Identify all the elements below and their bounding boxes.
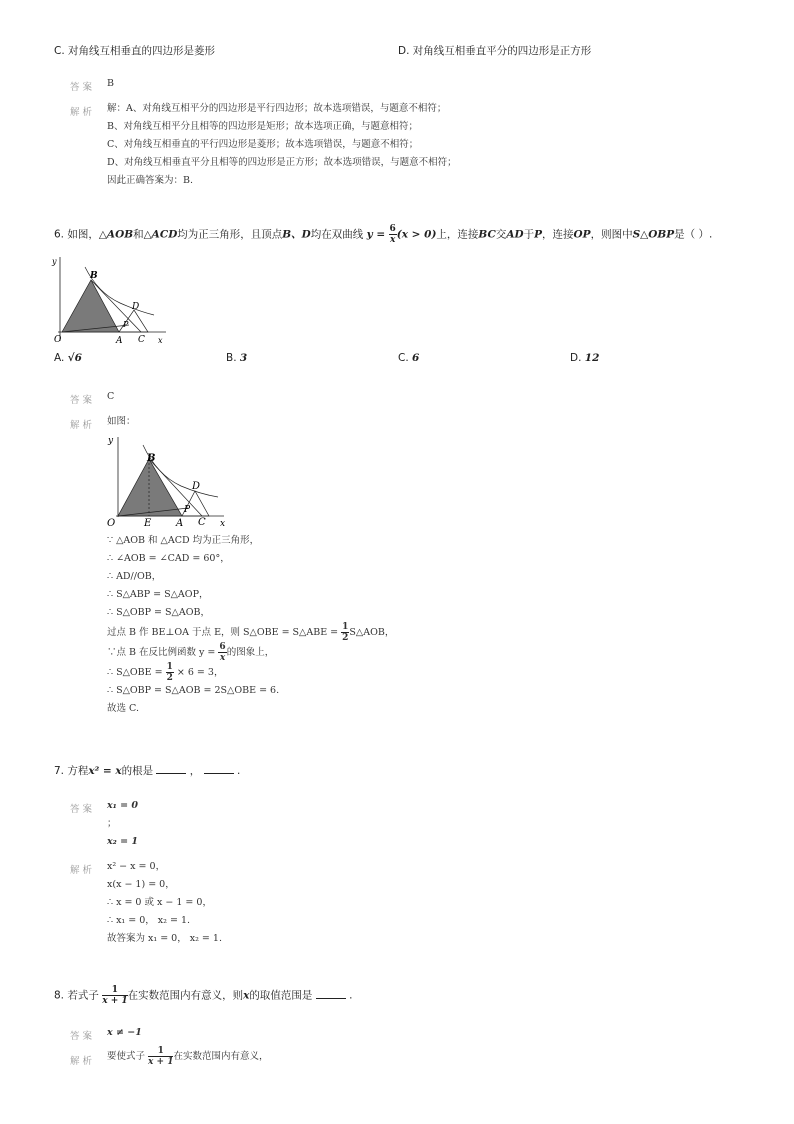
fig2-label-a: A [176, 518, 184, 529]
q6-step: ∴ S△ABP = S△AOP， [107, 589, 209, 600]
fig2-label-x: x [220, 519, 226, 529]
q8-answer-tag: 答案 [70, 1031, 96, 1042]
fig1-label-b: B [90, 271, 98, 281]
q8-analysis: 要使式子 $\frac{1}{x + 1}$ 在实数范围内有意义， [107, 1046, 269, 1067]
q7-blank-2[interactable] [204, 764, 234, 774]
fig2-label-b: B [147, 453, 156, 464]
q5-analysis-tag: 解析 [70, 107, 96, 118]
q6-step: 过点 B 作 BE⊥OA 于点 E，则 S△OBE = S△ABE = $\frac{1}{2}$ S△AOB， [107, 622, 395, 643]
q6-step: ∴ S△OBP = S△AOB， [107, 607, 210, 618]
q6-option-b: B. 3 [226, 352, 248, 364]
q6-function-fraction: $\frac{6}{x}$ [389, 224, 396, 245]
q7-step: ∴ x₁ = 0， x₂ = 1. [107, 915, 191, 926]
q6-step: ∴ ∠AOB = ∠CAD = 60°， [107, 553, 230, 564]
fig1-label-o: O [54, 335, 62, 345]
fig1-label-p: P [123, 320, 129, 329]
q8-stem: 8. 若式子 $\frac{1}{x + 1}$ 在实数范围内有意义，则x的取值范围是 . [54, 985, 353, 1006]
q8-fraction: $\frac{1}{x + 1}$ [102, 985, 128, 1006]
q5-answer: B [107, 78, 114, 89]
q6-step: ∵ △AOB 和 △ACD 均为正三角形， [107, 535, 260, 546]
q5-analysis-line: D、对角线互相垂直平分且相等的四边形是正方形；故本选项错误，与题意不相符； [107, 157, 457, 168]
q6-stem: 6. 如图，△AOB和△ACD均为正三角形，且顶点B、D均在双曲线 y = $\frac{6}{x}$ (x > 0)上，连接BC交AD于P，连接OP，则图中S△OBP是（ ）. [54, 224, 713, 245]
q6-solution-figure [102, 431, 232, 531]
fig2-label-e: E [144, 518, 152, 529]
q7-analysis-tag: 解析 [70, 865, 96, 876]
fig2-label-d: D [192, 481, 201, 492]
fig1-label-c: C [138, 335, 145, 345]
q8-blank[interactable] [316, 989, 346, 999]
q7-step: x² − x = 0， [107, 861, 166, 872]
q6-analysis-steps [107, 532, 394, 718]
q6-answer: C [107, 391, 115, 402]
q5-analysis [107, 100, 457, 190]
q7-analysis [107, 858, 222, 948]
q6-step: 故选 C. [107, 703, 139, 714]
q5-analysis-line: 解：A、对角线互相平分的四边形是平行四边形；故本选项错误，与题意不相符； [107, 103, 447, 114]
q7-step: ∴ x = 0 或 x − 1 = 0， [107, 897, 212, 908]
q5-option-c: C. 对角线互相垂直的四边形是菱形 [54, 45, 216, 57]
q7-stem: 7. 方程x² = x的根是 ， . [54, 765, 241, 777]
q6-option-d: D. 12 [570, 352, 600, 364]
q5-option-d: D. 对角线互相垂直平分的四边形是正方形 [398, 45, 592, 57]
q8-answer: x ≠ −1 [107, 1027, 142, 1038]
q6-figure [50, 253, 170, 345]
q5-analysis-line: C、对角线互相垂直的平行四边形是菱形；故本选项错误，与题意不相符； [107, 139, 419, 150]
fig2-label-c: C [198, 517, 206, 528]
fig1-label-a: A [116, 336, 123, 345]
q6-option-a: A. √6 [54, 352, 82, 364]
q6-answer-tag: 答案 [70, 395, 96, 406]
q7-step: 故答案为 x₁ = 0， x₂ = 1. [107, 933, 222, 944]
fig1-label-x: x [158, 336, 163, 345]
q6-step: ∴ S△OBP = S△AOB = 2S△OBE = 6. [107, 685, 280, 696]
q6-step: ∵点 B 在反比例函数 y = $\frac{6}{x}$ 的图象上， [107, 642, 275, 663]
q7-answer: x₁ = 0 ； x₂ = 1 [107, 800, 139, 847]
q6-option-c: C. 6 [398, 352, 420, 364]
q5-analysis-line: B、对角线互相平分且相等的四边形是矩形；故本选项正确，与题意相符； [107, 121, 418, 132]
q5-analysis-line: 因此正确答案为：B. [107, 175, 194, 186]
fig1-label-y: y [52, 257, 57, 266]
fig2-label-p: P [184, 505, 191, 515]
q5-answer-tag: 答案 [70, 82, 96, 93]
q8-analysis-tag: 解析 [70, 1056, 96, 1067]
q6-step: ∴ S△OBE = $\frac{1}{2}$ × 6 = 3， [107, 662, 224, 683]
q7-blank-1[interactable] [156, 764, 186, 774]
q6-analysis-tag: 解析 [70, 420, 96, 431]
fig1-label-d: D [132, 302, 140, 312]
q6-analysis-intro: 如图： [107, 416, 136, 427]
fig2-label-o: O [107, 518, 116, 529]
q6-step: ∴ AD//OB， [107, 571, 162, 582]
q7-answer-tag: 答案 [70, 804, 96, 815]
q7-step: x(x − 1) = 0， [107, 879, 175, 890]
fig2-label-y: y [108, 436, 114, 446]
